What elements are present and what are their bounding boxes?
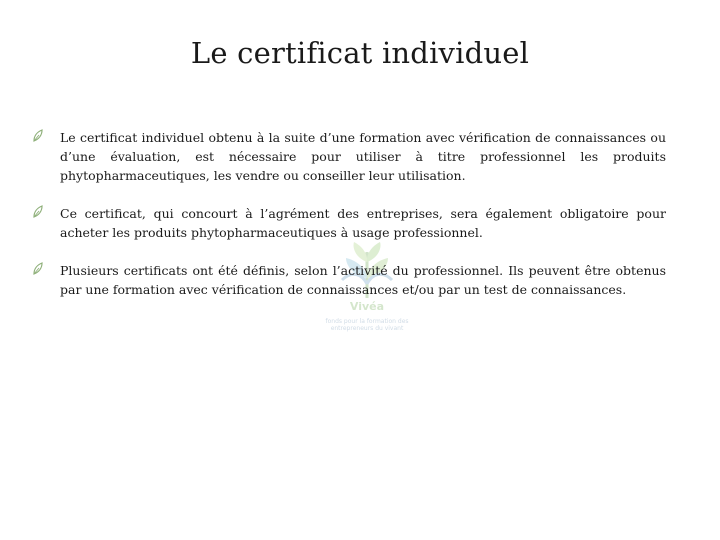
watermark-name: Vivéa [349,300,385,313]
bullet-text: Le certificat individuel obtenu à la suite d’une formation avec vérification de connaissances ou d’une évaluation, est nécessaire pour utiliser à titre professionnel les produits phytopharmaceutiques, les vendre ou conseiller leur utilisation. [60,130,666,183]
leaf-bullet-icon [32,205,44,219]
bullet-text: Ce certificat, qui concourt à l’agrément des entreprises, sera également obligatoire pour acheter les produits phytopharmaceutiques à usage professionnel. [60,206,666,240]
bullet-item [32,204,666,242]
slide-title: Le certificat individuel [190,36,530,70]
bullet-item [32,261,666,299]
bullet-text: Plusieurs certificats ont été définis, selon l’activité du professionnel. Ils peuvent être obtenus par une formation avec vérification de connaissances et/ou par un test de connaissances. [60,263,666,297]
watermark-subtitle: fonds pour la formation des entrepreneurs du vivant [325,318,409,332]
bullet-item [32,128,666,185]
leaf-bullet-icon [32,262,44,276]
leaf-bullet-icon [32,129,44,143]
bullet-list [32,128,666,318]
